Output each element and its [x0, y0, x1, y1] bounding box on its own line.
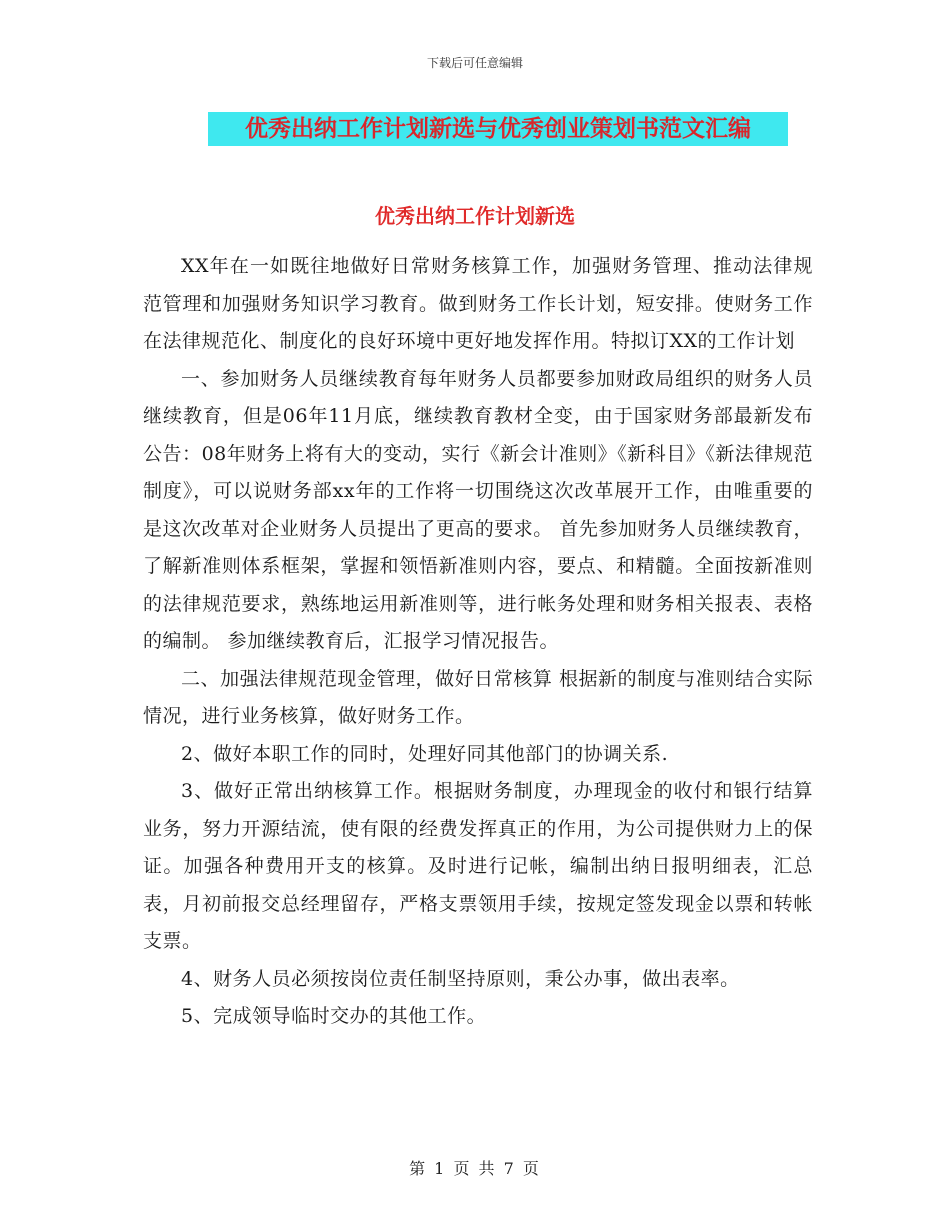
paragraph-item-2: 二、加强法律规范现金管理，做好日常核算 根据新的制度与准则结合实际情况，进行业务核算，做好财务工作。: [143, 667, 813, 727]
paragraph-item-1: 一、参加财务人员继续教育每年财务人员都要参加财政局组织的财务人员继续教育，但是06年11月底，继续教育教材全变，由于国家财务部最新发布公告：08年财务上将有大的变动，实行《新会计准则》《新科目》《新法律规范制度》，可以说财务部xx年的工作将一切围绕这次改革展开工作，由唯重要的是这次改革对企业财务人员提出了更高的要求。 首先参加财务人员继续教育，了解新准则体系框架，掌握和领悟新准则内容，要点、和精髓。全面按新准则的法律规范要求，熟练地运用新准则等，进行帐务处理和财务相关报表、表格的编制。 参加继续教育后，汇报学习情况报告。: [143, 367, 813, 652]
paragraph-item-2-sub: 2、做好本职工作的同时，处理好同其他部门的协调关系.: [181, 742, 669, 765]
paragraph-item-4: 4、财务人员必须按岗位责任制坚持原则，秉公办事，做出表率。: [181, 967, 740, 990]
paragraph-item-3: 3、做好正常出纳核算工作。根据财务制度，办理现金的收付和银行结算业务，努力开源结流，使有限的经费发挥真正的作用，为公司提供财力上的保证。加强各种费用开支的核算。及时进行记帐，编制出纳日报明细表，汇总表，月初前报交总经理留存，严格支票领用手续，按规定签发现金以票和转帐支票。: [143, 780, 813, 952]
header-note: 下载后可任意编辑: [426, 56, 523, 70]
section-title: 优秀出纳工作计划新选: [375, 204, 575, 228]
paragraph-intro: XX年在一如既往地做好日常财务核算工作，加强财务管理、推动法律规范管理和加强财务知识学习教育。做到财务工作长计划，短安排。使财务工作在法律规范化、制度化的良好环境中更好地发挥作用。特拟订XX的工作计划: [143, 255, 813, 352]
body-text: [143, 248, 813, 1036]
paragraph-item-5: 5、完成领导临时交办的其他工作。: [181, 1005, 487, 1027]
page-number-footer: 第 1 页 共 7 页: [409, 1159, 541, 1178]
document-title: 优秀出纳工作计划新选与优秀创业策划书范文汇编: [208, 112, 788, 146]
